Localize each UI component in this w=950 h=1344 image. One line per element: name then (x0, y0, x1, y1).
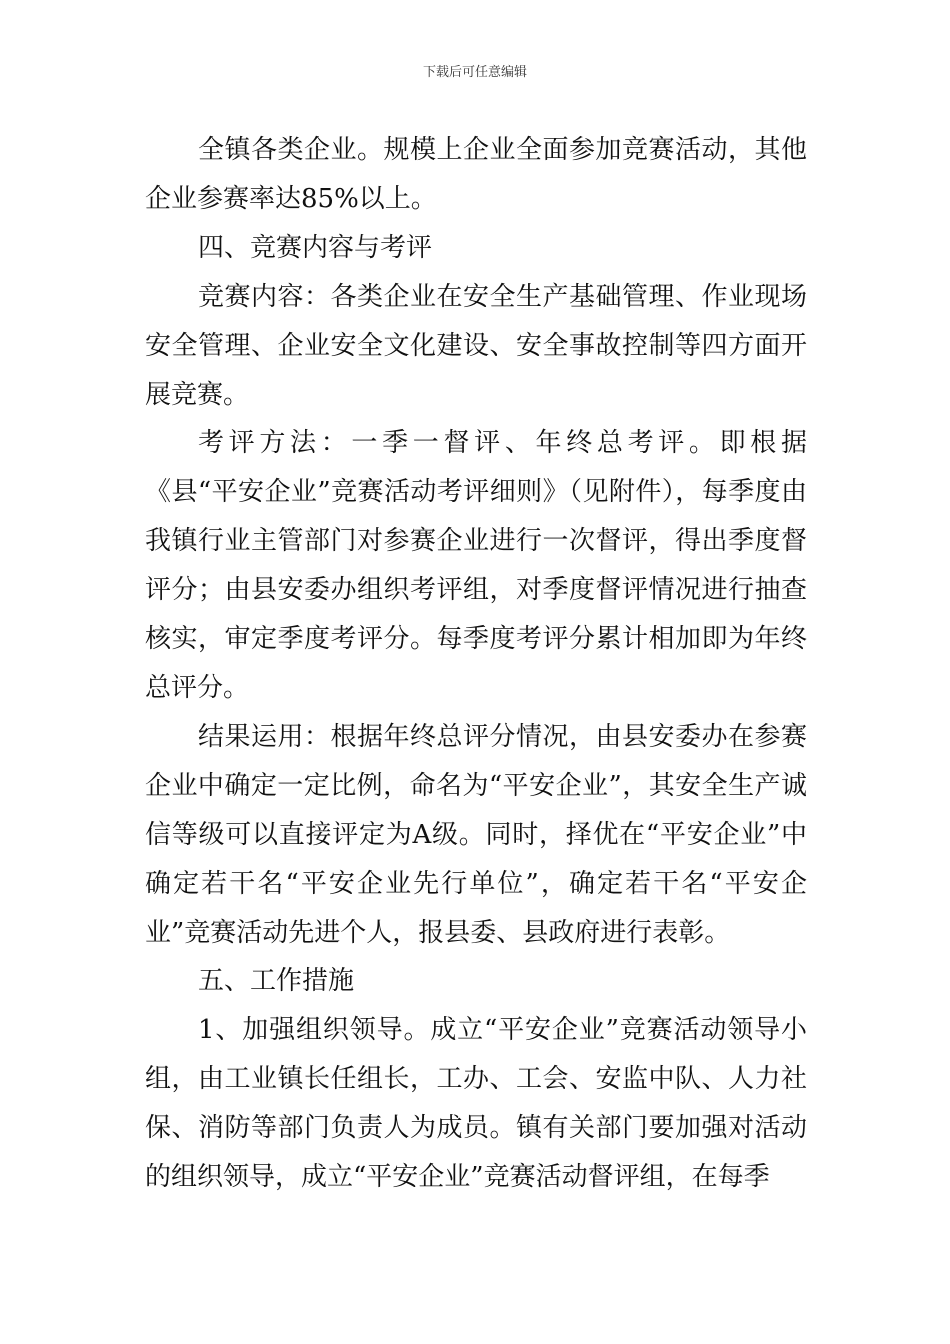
paragraph-competition-content: 竞赛内容：各类企业在安全生产基础管理、作业现场安全管理、企业安全文化建设、安全事故控制等四方面开展竞赛。 (145, 281, 807, 410)
paragraph-organization-leadership: 1、加强组织领导。成立“平安企业”竞赛活动领导小组，由工业镇长任组长，工办、工会、安监中队、人力社保、消防等部门负责人为成员。镇有关部门要加强对活动的组织领导，成立“平安企业”竞赛活动督评组，在每季 (145, 1015, 807, 1193)
section-heading-competition-content: 四、竞赛内容与考评 (198, 232, 433, 263)
paragraph-result-application: 结果运用：根据年终总评分情况，由县安委办在参赛企业中确定一定比例，命名为“平安企业”，其安全生产诚信等级可以直接评定为A级。同时，择优在“平安企业”中确定若干名“平安企业先行单位”，确定若干名“平安企业”竞赛活动先进个人，报县委、县政府进行表彰。 (145, 721, 807, 948)
section-heading-work-measures: 五、工作措施 (198, 966, 355, 997)
document-body (145, 126, 807, 1202)
paragraph-evaluation-method: 考评方法：一季一督评、年终总考评。即根据《县“平安企业”竞赛活动考评细则》（见附件），每季度由我镇行业主管部门对参赛企业进行一次督评，得出季度督评分；由县安委办组织考评组，对季度督评情况进行抽查核实，审定季度考评分。每季度考评分累计相加即为年终总评分。 (145, 428, 807, 703)
paragraph-scope: 全镇各类企业。规模上企业全面参加竞赛活动，其他企业参赛率达85%以上。 (145, 135, 807, 214)
page-header-note: 下载后可任意编辑 (422, 65, 527, 80)
